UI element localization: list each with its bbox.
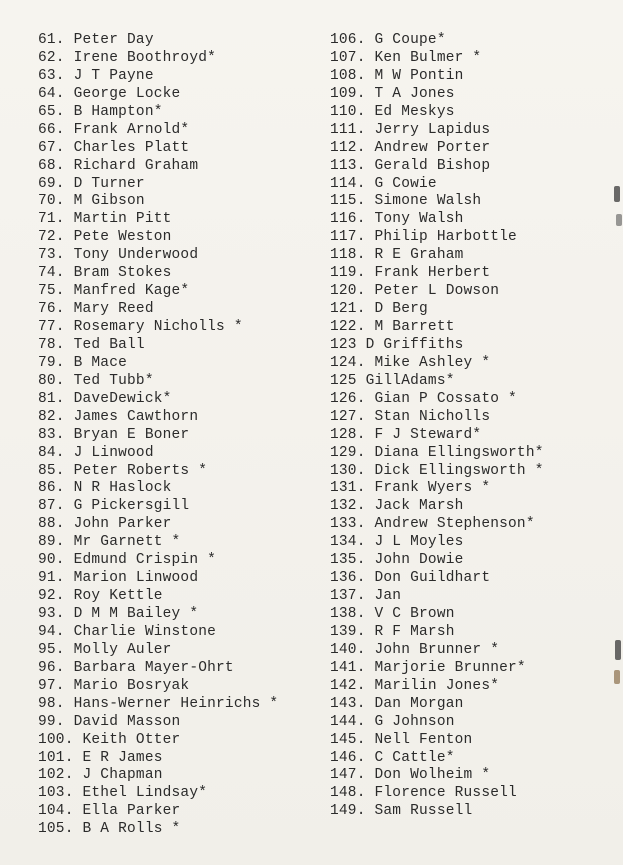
list-entry: 91. Marion Linwood xyxy=(38,570,199,587)
edge-stain-mark xyxy=(614,670,620,684)
list-entry: 137. Jan xyxy=(330,588,402,605)
list-entry: 71. Martin Pitt xyxy=(38,211,172,228)
list-entry: 62. Irene Boothroyd* xyxy=(38,49,217,66)
list-entry: 135. John Dowie xyxy=(330,552,464,569)
list-entry: 127. Stan Nicholls xyxy=(330,408,491,425)
edge-ink-mark xyxy=(614,186,620,202)
list-entry: 61. Peter Day xyxy=(38,32,154,48)
list-entry: 67. Charles Platt xyxy=(38,139,190,156)
list-entry: 106. G Coupe* xyxy=(330,32,446,48)
list-entry: 132. Jack Marsh xyxy=(330,498,464,515)
list-entry: 136. Don Guildhart xyxy=(330,570,491,587)
list-entry: 96. Barbara Mayer-Ohrt xyxy=(38,659,234,676)
list-entry: 148. Florence Russell xyxy=(330,785,517,802)
list-entry: 100. Keith Otter xyxy=(38,731,181,748)
list-entry: 73. Tony Underwood xyxy=(38,247,199,264)
list-entry: 122. M Barrett xyxy=(330,319,455,335)
edge-ink-mark xyxy=(615,640,621,660)
list-entry: 133. Andrew Stephenson* xyxy=(330,516,535,533)
list-entry: 139. R F Marsh xyxy=(330,623,455,640)
list-entry: 90. Edmund Crispin * xyxy=(38,552,217,569)
list-entry: 84. J Linwood xyxy=(38,444,154,461)
list-entry: 93. D M M Bailey * xyxy=(38,606,199,622)
list-entry: 82. James Cawthorn xyxy=(38,408,199,425)
list-entry: 104. Ella Parker xyxy=(38,803,181,820)
list-entry: 79. B Mace xyxy=(38,354,128,371)
list-entry: 117. Philip Harbottle xyxy=(330,229,517,246)
list-entry: 147. Don Wolheim * xyxy=(330,767,491,784)
list-entry: 77. Rosemary Nicholls * xyxy=(38,319,243,335)
list-entry: 128. F J Steward* xyxy=(330,426,482,443)
list-entry: 85. Peter Roberts * xyxy=(38,462,208,479)
list-entry: 140. John Brunner * xyxy=(330,641,500,658)
list-entry: 116. Tony Walsh xyxy=(330,211,464,228)
left-name-list xyxy=(38,32,338,839)
list-entry: 125 GillAdams* xyxy=(330,372,455,389)
list-entry: 66. Frank Arnold* xyxy=(38,121,190,138)
list-entry: 129. Diana Ellingsworth* xyxy=(330,444,544,461)
list-entry: 101. E R James xyxy=(38,749,163,766)
list-entry: 76. Mary Reed xyxy=(38,301,154,318)
list-entry: 115. Simone Walsh xyxy=(330,193,482,210)
list-entry: 145. Nell Fenton xyxy=(330,731,473,748)
list-entry: 70. M Gibson xyxy=(38,193,145,210)
list-entry: 149. Sam Russell xyxy=(330,803,473,820)
list-entry: 78. Ted Ball xyxy=(38,336,145,353)
list-entry: 72. Pete Weston xyxy=(38,229,172,246)
list-entry: 105. B A Rolls * xyxy=(38,821,181,838)
list-entry: 146. C Cattle* xyxy=(330,749,455,766)
list-entry: 63. J T Payne xyxy=(38,67,154,84)
list-entry: 81. DaveDewick* xyxy=(38,390,172,407)
list-entry: 112. Andrew Porter xyxy=(330,139,491,156)
list-entry: 83. Bryan E Boner xyxy=(38,426,190,443)
list-entry: 131. Frank Wyers * xyxy=(330,480,491,497)
list-entry: 109. T A Jones xyxy=(330,85,455,102)
list-entry: 87. G Pickersgill xyxy=(38,498,190,515)
list-entry: 142. Marilin Jones* xyxy=(330,677,500,694)
list-entry: 143. Dan Morgan xyxy=(330,695,464,712)
list-entry: 65. B Hampton* xyxy=(38,103,163,120)
list-entry: 120. Peter L Dowson xyxy=(330,283,500,300)
list-entry: 113. Gerald Bishop xyxy=(330,157,491,174)
list-entry: 126. Gian P Cossato * xyxy=(330,390,517,407)
list-entry: 114. G Cowie xyxy=(330,175,437,192)
list-entry: 75. Manfred Kage* xyxy=(38,283,190,300)
list-entry: 97. Mario Bosryak xyxy=(38,677,190,694)
list-entry: 69. D Turner xyxy=(38,175,145,192)
list-entry: 89. Mr Garnett * xyxy=(38,534,181,551)
list-entry: 92. Roy Kettle xyxy=(38,588,163,605)
list-entry: 134. J L Moyles xyxy=(330,534,464,551)
list-entry: 64. George Locke xyxy=(38,85,181,102)
list-entry: 121. D Berg xyxy=(330,301,428,318)
list-entry: 111. Jerry Lapidus xyxy=(330,121,491,138)
list-entry: 95. Molly Auler xyxy=(38,641,172,658)
list-entry: 123 D Griffiths xyxy=(330,336,464,353)
list-entry: 88. John Parker xyxy=(38,516,172,533)
list-entry: 108. M W Pontin xyxy=(330,67,464,84)
list-entry: 103. Ethel Lindsay* xyxy=(38,785,208,802)
right-name-list xyxy=(330,32,623,821)
list-entry: 118. R E Graham xyxy=(330,247,464,264)
list-entry: 68. Richard Graham xyxy=(38,157,199,174)
list-entry: 107. Ken Bulmer * xyxy=(330,49,482,66)
edge-ink-mark xyxy=(616,214,622,226)
list-entry: 86. N R Haslock xyxy=(38,480,172,497)
list-entry: 102. J Chapman xyxy=(38,767,163,784)
list-entry: 98. Hans-Werner Heinrichs * xyxy=(38,695,279,712)
list-entry: 110. Ed Meskys xyxy=(330,103,455,120)
list-entry: 94. Charlie Winstone xyxy=(38,623,217,640)
list-entry: 119. Frank Herbert xyxy=(330,265,491,282)
list-entry: 141. Marjorie Brunner* xyxy=(330,659,526,676)
list-entry: 124. Mike Ashley * xyxy=(330,354,491,371)
list-entry: 99. David Masson xyxy=(38,713,181,730)
list-entry: 80. Ted Tubb* xyxy=(38,372,154,389)
list-entry: 74. Bram Stokes xyxy=(38,265,172,282)
list-entry: 138. V C Brown xyxy=(330,606,455,622)
list-entry: 130. Dick Ellingsworth * xyxy=(330,462,544,479)
list-entry: 144. G Johnson xyxy=(330,713,455,730)
